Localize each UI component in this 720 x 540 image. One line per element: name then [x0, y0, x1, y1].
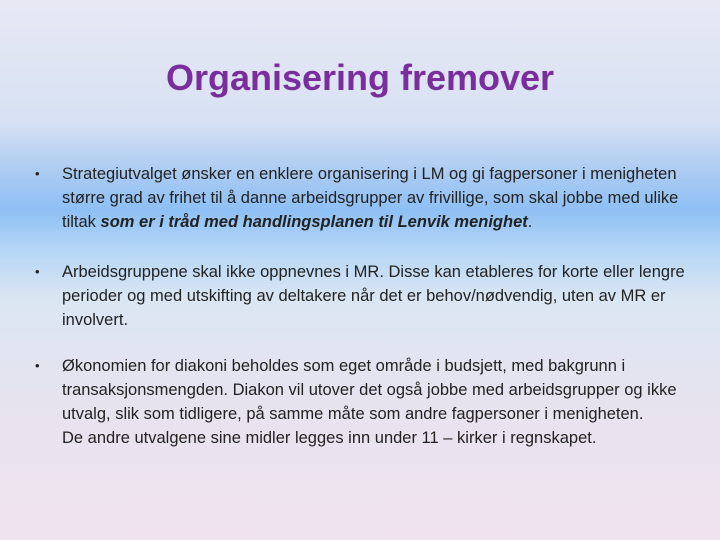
bullet-text: Økonomien for diakoni beholdes som eget område i budsjett, med bakgrunn i transaksjonsmengden. Diakon vil utover det også jobbe med arbeidsgrupper og ikke utvalg, slik som tidligere, på samme måte som andre fagpersoner i menigheten.: [62, 357, 677, 423]
bullet-icon: •: [35, 264, 40, 279]
bullet-text-line2: De andre utvalgene sine midler legges inn under 11 – kirker i regnskapet.: [62, 429, 597, 447]
bullet-list: [35, 162, 685, 450]
bullet-item-economy: [35, 354, 685, 450]
bullet-text-end: .: [527, 213, 533, 231]
bullet-item-workgroups: [35, 260, 685, 332]
bullet-text: Strategiutvalget ønsker en enklere organisering i LM og gi fagpersoner i menigheten større grad av frihet til å danne arbeidsgrupper av frivillige, som skal jobbe med ulike tiltak: [62, 165, 679, 231]
slide-title: Organisering fremover: [165, 57, 555, 98]
bullet-text-emphasis: som er i tråd med handlingsplanen til Lenvik menighet: [100, 213, 528, 231]
bullet-icon: •: [35, 358, 40, 373]
bullet-item-strategy: [35, 162, 685, 234]
bullet-icon: •: [35, 166, 40, 181]
bullet-text: Arbeidsgruppene skal ikke oppnevnes i MR. Disse kan etableres for korte eller lengre perioder og med utskifting av deltakere når det er behov/nødvendig, uten av MR er involvert.: [62, 263, 685, 329]
